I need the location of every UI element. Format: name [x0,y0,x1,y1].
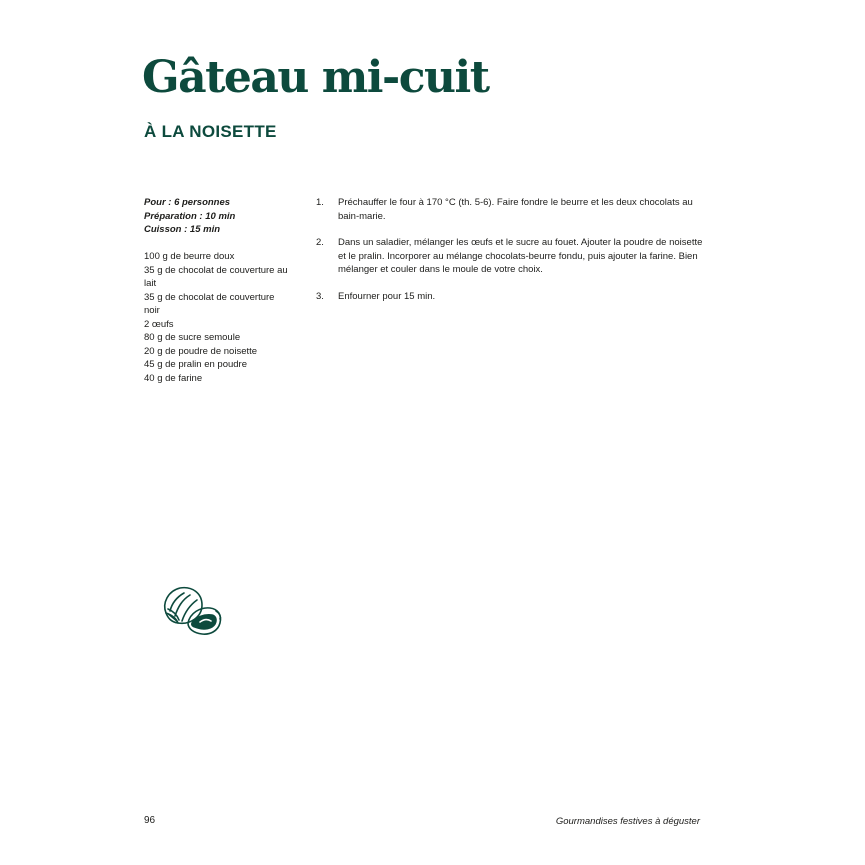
recipe-meta [144,196,294,237]
ingredient-item: 2 œufs [144,318,174,330]
page-number: 96 [144,815,156,826]
ingredient-item: 35 g de chocolat de couverture au lait [144,264,288,289]
ingredient-item: 20 g de poudre de noisette [144,345,258,357]
ingredient-list [144,250,289,385]
cooking-time: Cuisson : 15 min [144,224,221,235]
ingredient-item: 35 g de chocolat de couverture noir [144,291,275,316]
step-text: Dans un saladier, mélanger les œufs et le sucre au fouet. Ajouter la poudre de noisette et le pralin. Incorporer au mélange chocolats-beurre fondu, puis ajouter la farine. Bien mélanger et couler dans le moule de votre choix. [338,237,703,275]
ingredient-item: 45 g de pralin en poudre [144,359,247,370]
ingredient-item: 40 g de farine [144,372,203,384]
hazelnut-icon [160,583,224,639]
step-list [316,196,706,316]
step-text: Enfourner pour 15 min. [338,290,436,302]
ingredient-item: 100 g de beurre doux [144,251,235,262]
step-number: 1. [316,197,324,208]
recipe-title: Gâteau mi-cuit [142,52,489,103]
step-item [316,290,706,304]
step-number: 3. [316,290,324,302]
recipe-subtitle: À LA NOISETTE [144,122,277,141]
step-item [316,236,706,277]
step-number: 2. [316,237,324,248]
servings: Pour : 6 personnes [144,197,231,208]
running-title: Gourmandises festives à déguster [555,816,700,827]
preparation-time: Préparation : 10 min [144,210,236,222]
step-text: Préchauffer le four à 170 °C (th. 5-6). Faire fondre le beurre et les deux chocolats au bain-marie. [338,197,693,222]
step-item [316,196,706,223]
ingredient-item: 80 g de sucre semoule [144,332,241,343]
